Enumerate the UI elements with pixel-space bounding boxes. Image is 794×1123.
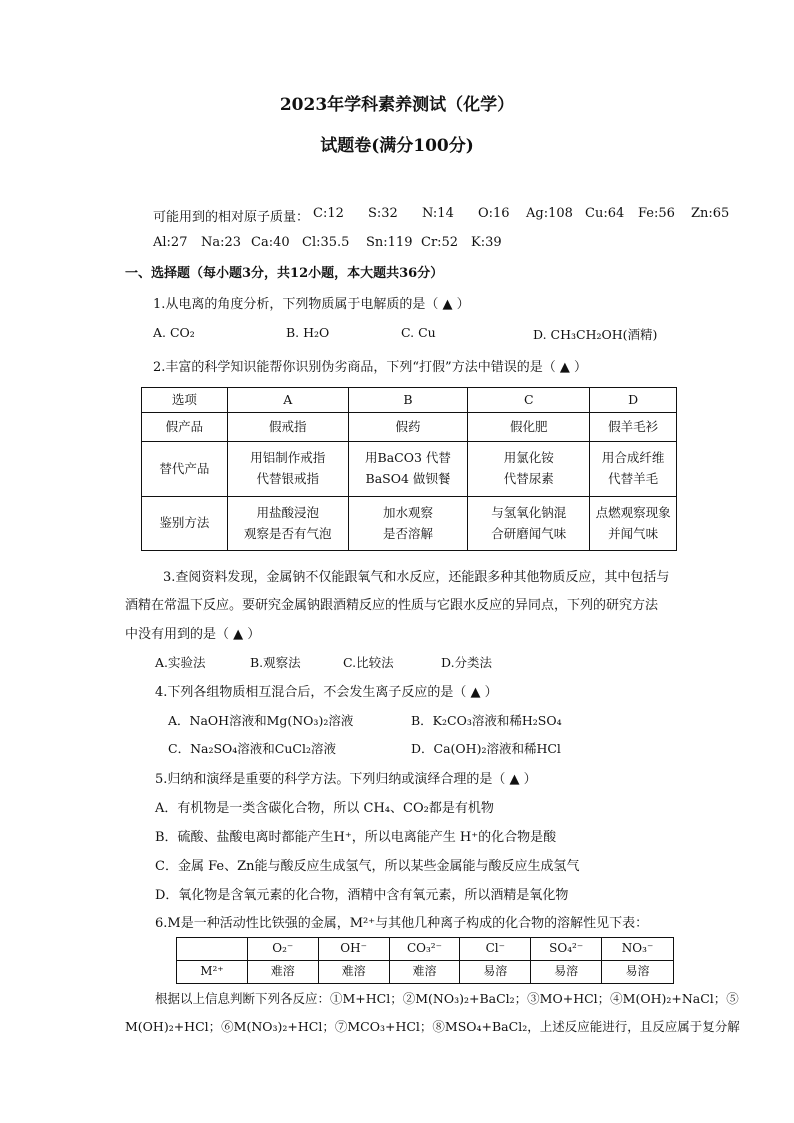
table-cell: 难溶 (389, 961, 460, 984)
table-cell: 易溶 (602, 961, 674, 984)
question-5-option-c: C．金属 Fe、Zn能与酸反应生成氢气，所以某些金属能与酸反应生成氢气 (155, 859, 580, 874)
table-header-row (142, 388, 677, 413)
question-5-option-a: A．有机物是一类含碳化合物，所以 CH₄、CO₂都是有机物 (155, 801, 494, 816)
question-3-option-a: A.实验法 (155, 655, 206, 670)
cell-line: 用BaCO3 代替 (365, 450, 451, 466)
table-row (142, 413, 677, 442)
exam-subtitle: 试题卷(满分100分) (320, 136, 474, 156)
table-row (177, 961, 674, 984)
table-header-cell: B (348, 388, 468, 413)
question-1-option-d: D. CH₃CH₂OH(酒精) (533, 327, 658, 342)
table-cell: 难溶 (247, 961, 318, 984)
table-header-row (177, 938, 674, 961)
table-header-cell: A (227, 388, 348, 413)
atomic-mass-item: O:16 (478, 206, 510, 221)
question-6-stem: 6.M是一种活动性比铁强的金属，M²⁺与其他几种离子构成的化合物的溶解性见下表： (155, 916, 649, 931)
table-header-cell: 选项 (142, 388, 228, 413)
atomic-mass-item: Cl:35.5 (302, 235, 350, 250)
row-label: 鉴别方法 (142, 497, 228, 551)
table-cell (468, 497, 590, 551)
cell-line: 代替羊毛 (608, 471, 659, 486)
cell-line: 观察是否有气泡 (243, 525, 332, 541)
table-cell: 难溶 (318, 961, 389, 984)
question-5-option-b: B．硫酸、盐酸电离时都能产生H⁺，所以电离能产生 H⁺的化合物是酸 (155, 830, 557, 845)
question-6-line: M(OH)₂+HCl；⑥M(NO₃)₂+HCl；⑦MCO₃+HCl；⑧MSO₄+BaCl₂，上述反应能进行，且反应属于复分解 (125, 1019, 740, 1034)
table-header-cell: NO₃⁻ (602, 938, 674, 961)
question-1-option-a: A. CO₂ (153, 325, 195, 340)
table-row (142, 442, 677, 497)
question-1-option-b: B. H₂O (286, 325, 330, 340)
atomic-mass-item: K:39 (471, 235, 502, 250)
atomic-mass-item: Fe:56 (638, 206, 675, 221)
atomic-mass-item: Na:23 (201, 235, 242, 250)
atomic-mass-item: N:14 (422, 206, 454, 221)
cell-line: 与氢氧化钠混 (491, 504, 567, 520)
table-cell (227, 442, 348, 497)
question-6-line: 根据以上信息判断下列各反应：①M+HCl；②M(NO₃)₂+BaCl₂；③MO+HCl；④M(OH)₂+NaCl；⑤ (155, 991, 739, 1006)
table-cell (348, 442, 468, 497)
table-cell: 易溶 (531, 961, 602, 984)
table-cell: 假戒指 (227, 413, 348, 442)
cell-line: 用铝制作戒指 (250, 450, 326, 466)
question-4-option-b: B．K₂CO₃溶液和稀H₂SO₄ (411, 713, 562, 728)
table-cell (590, 497, 677, 551)
question-4-option-a: A．NaOH溶液和Mg(NO₃)₂溶液 (168, 713, 354, 728)
table-header-cell: D (590, 388, 677, 413)
cell-line: 并闻气味 (608, 525, 659, 541)
table-header-cell (177, 938, 248, 961)
cell-line: 用合成纤维 (601, 450, 665, 466)
cell-line: 合研磨闻气味 (491, 525, 567, 541)
question-5-stem: 5.归纳和演绎是重要的科学方法。下列归纳或演绎合理的是（ ▲ ） (155, 772, 537, 787)
question-2-table (141, 387, 677, 551)
table-row (142, 497, 677, 551)
cell-line: 是否溶解 (382, 525, 433, 541)
question-2-stem: 2.丰富的科学知识能帮你识别伪劣商品，下列“打假”方法中错误的是（ ▲ ） (153, 360, 587, 375)
table-cell: 易溶 (460, 961, 531, 984)
cell-line: 点燃观察现象 (595, 504, 671, 520)
question-3-option-d: D.分类法 (441, 655, 493, 670)
table-cell (468, 442, 590, 497)
question-4-option-d: D．Ca(OH)₂溶液和稀HCl (411, 741, 561, 756)
question-3-option-c: C.比较法 (343, 655, 394, 670)
table-header-cell: Cl⁻ (460, 938, 531, 961)
question-3-line: 3.查阅资料发现，金属钠不仅能跟氧气和水反应，还能跟多种其他物质反应，其中包括与 (163, 570, 670, 585)
question-3-line: 酒精在常温下反应。要研究金属钠跟酒精反应的性质与它跟水反应的异同点，下列的研究方法 (125, 598, 659, 613)
row-label: 替代产品 (142, 442, 228, 497)
question-6-table (176, 937, 674, 984)
atomic-mass-item: Sn:119 (366, 235, 413, 250)
cell-line: 代替银戒指 (256, 471, 319, 486)
table-header-cell: SO₄²⁻ (531, 938, 602, 961)
question-1-option-c: C. Cu (401, 325, 436, 340)
cell-line: 用盐酸浸泡 (256, 504, 319, 520)
question-4-stem: 4.下列各组物质相互混合后，不会发生离子反应的是（ ▲ ） (155, 685, 498, 700)
question-3-option-b: B.观察法 (250, 655, 301, 670)
row-label: 假产品 (142, 413, 228, 442)
atomic-mass-item: Ag:108 (526, 206, 573, 221)
table-cell (348, 497, 468, 551)
table-header-cell: OH⁻ (318, 938, 389, 961)
table-cell: 假化肥 (468, 413, 590, 442)
cell-line: 代替尿素 (503, 471, 554, 486)
cell-line: 加水观察 (382, 504, 433, 520)
table-cell (227, 497, 348, 551)
table-cell (590, 442, 677, 497)
exam-title: 2023年学科素养测试（化学） (279, 95, 515, 115)
atomic-mass-item: Cu:64 (585, 206, 625, 221)
question-4-option-c: C．Na₂SO₄溶液和CuCl₂溶液 (168, 741, 336, 756)
table-cell: 假药 (348, 413, 468, 442)
atomic-mass-item: Zn:65 (691, 206, 730, 221)
table-header-cell: O₂⁻ (247, 938, 318, 961)
question-1-stem: 1.从电离的角度分析，下列物质属于电解质的是（ ▲ ） (153, 297, 470, 312)
row-label: M²⁺ (177, 961, 248, 984)
atomic-mass-item: S:32 (368, 206, 398, 221)
table-header-cell: CO₃²⁻ (389, 938, 460, 961)
atomic-mass-item: C:12 (313, 206, 344, 221)
cell-line: 用氯化铵 (503, 450, 554, 466)
question-3-line: 中没有用到的是（ ▲ ） (125, 627, 261, 642)
atomic-mass-item: Al:27 (153, 235, 188, 250)
question-5-option-d: D．氧化物是含氧元素的化合物，酒精中含有氧元素，所以酒精是氧化物 (155, 888, 569, 903)
atomic-mass-intro: 可能用到的相对原子质量： (153, 210, 310, 225)
section-heading: 一、选择题（每小题3分，共12小题，本大题共36分） (125, 266, 444, 281)
table-header-cell: C (468, 388, 590, 413)
table-cell: 假羊毛衫 (590, 413, 677, 442)
atomic-mass-item: Ca:40 (251, 235, 290, 250)
cell-line: BaSO4 做钡餐 (365, 471, 451, 486)
atomic-mass-item: Cr:52 (421, 235, 459, 250)
